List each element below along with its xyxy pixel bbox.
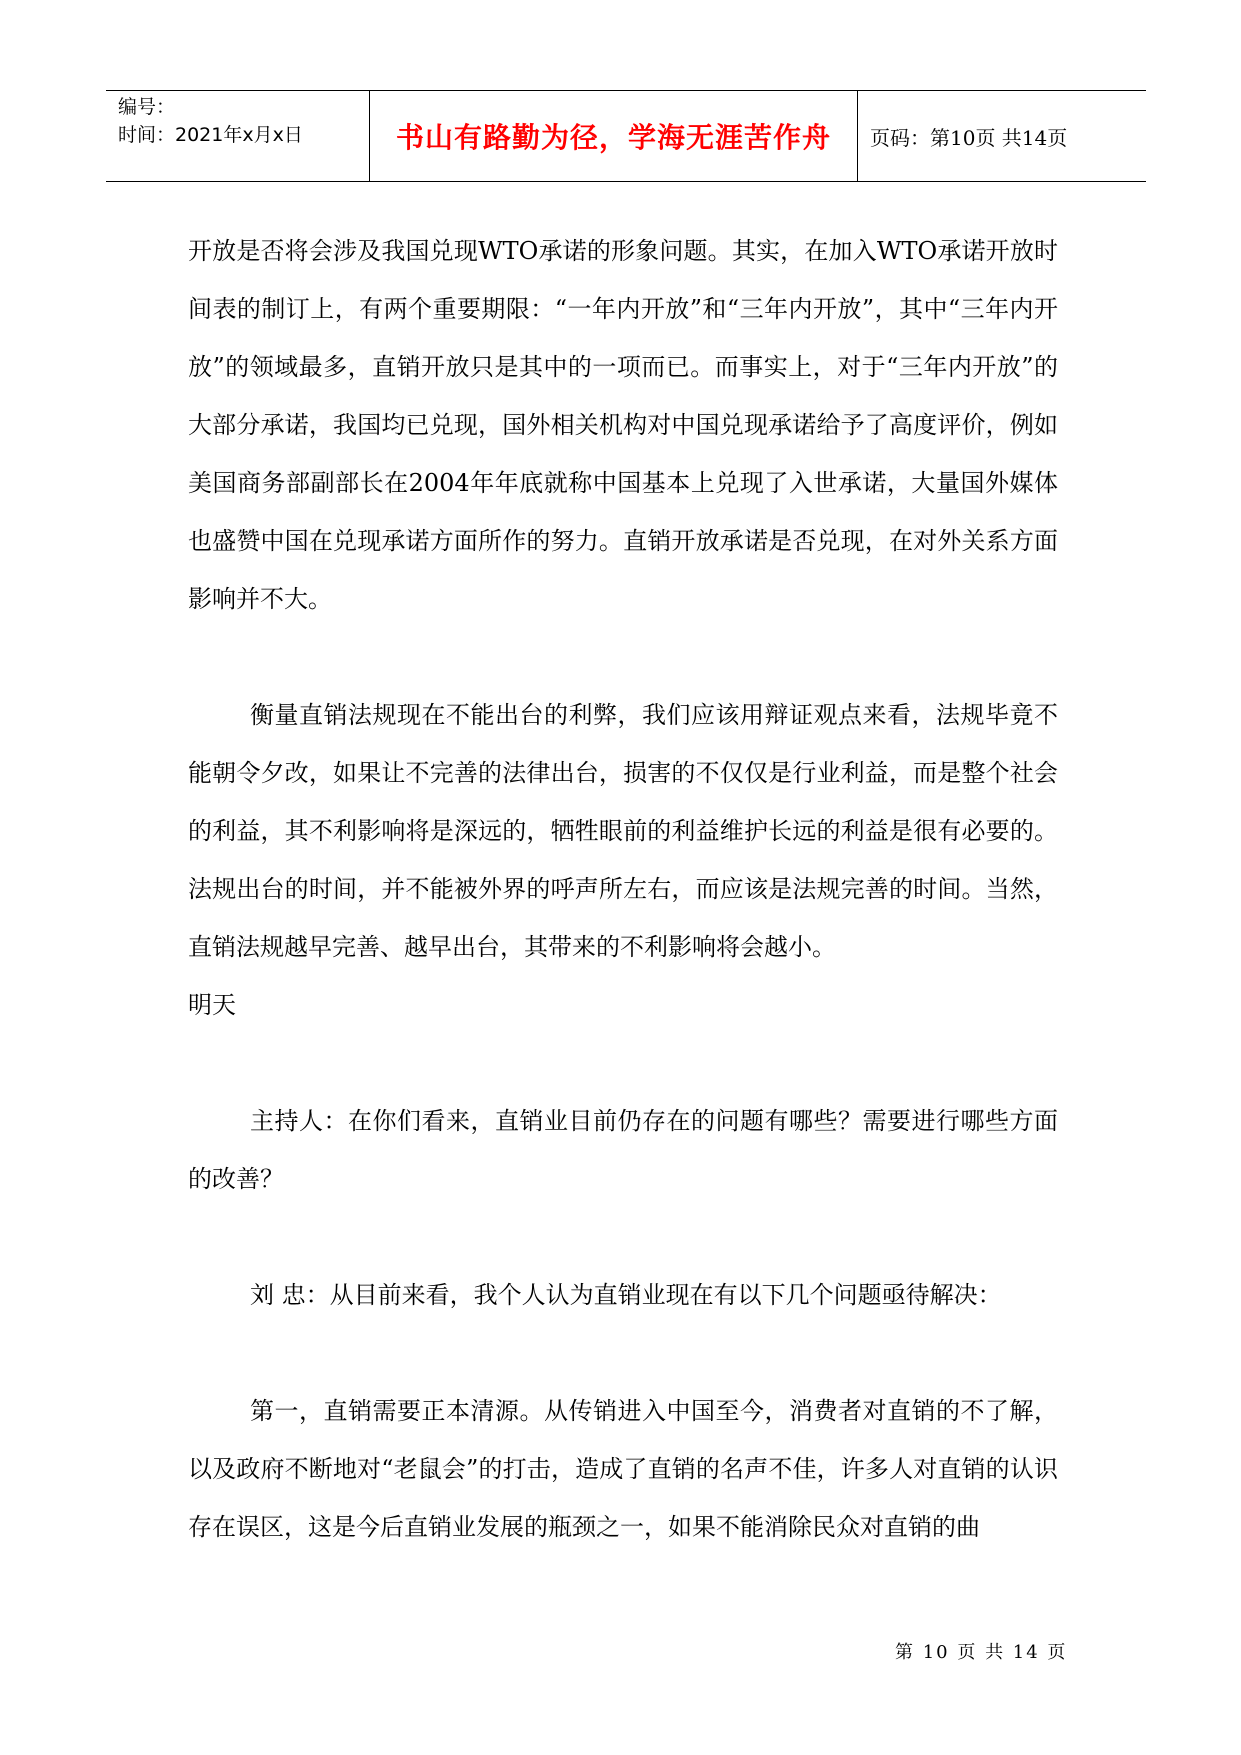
header-motto: 书山有路勤为径，学海无涯苦作舟 bbox=[370, 91, 858, 181]
document-body bbox=[188, 222, 1058, 1556]
header-meta-cell bbox=[106, 91, 370, 181]
header-page-info: 页码：第10页 共14页 bbox=[870, 125, 1068, 150]
page-footer: 第 10 页 共 14 页 bbox=[895, 1642, 1068, 1663]
paragraph-first-point: 第一，直销需要正本清源。从传销进入中国至今，消费者对直销的不了解，以及政府不断地对“老鼠会”的打击，造成了直销的名声不佳，许多人对直销的认识存在误区，这是今后直销业发展的瓶颈之一，如果不能消除民众对直销的曲 bbox=[188, 1397, 1058, 1541]
paragraph-wto: 开放是否将会涉及我国兑现WTO承诺的形象问题。其实，在加入WTO承诺开放时间表的制订上，有两个重要期限：“一年内开放”和“三年内开放”，其中“三年内开放”的领域最多，直销开放只是其中的一项而已。而事实上，对于“三年内开放”的大部分承诺，我国均已兑现，国外相关机构对中国兑现承诺给予了高度评价，例如美国商务部副部长在2004年年底就称中国基本上兑现了入世承诺，大量国外媒体也盛赞中国在兑现承诺方面所作的努力。直销开放承诺是否兑现，在对外关系方面影响并不大。 bbox=[188, 237, 1058, 613]
paragraph-host-question: 主持人：在你们看来，直销业目前仍存在的问题有哪些？需要进行哪些方面的改善？ bbox=[188, 1107, 1058, 1193]
paragraph-regulation: 衡量直销法规现在不能出台的利弊，我们应该用辩证观点来看，法规毕竟不能朝令夕改，如果让不完善的法律出台，损害的不仅仅是行业利益，而是整个社会的利益，其不利影响将是深远的，牺牲眼前的利益维护长远的利益是很有必要的。法规出台的时间，并不能被外界的呼声所左右，而应该是法规完善的时间。当然，直销法规越早完善、越早出台，其带来的不利影响将会越小。 bbox=[188, 701, 1058, 961]
page-header bbox=[106, 90, 1146, 182]
document-number-label: 编号： bbox=[118, 96, 176, 118]
paragraph-liu-zhong: 刘 忠：从目前来看，我个人认为直销业现在有以下几个问题亟待解决： bbox=[250, 1281, 1002, 1309]
paragraph-tomorrow: 明天 bbox=[188, 991, 236, 1019]
document-time-label: 时间：2021年x月x日 bbox=[118, 124, 303, 146]
